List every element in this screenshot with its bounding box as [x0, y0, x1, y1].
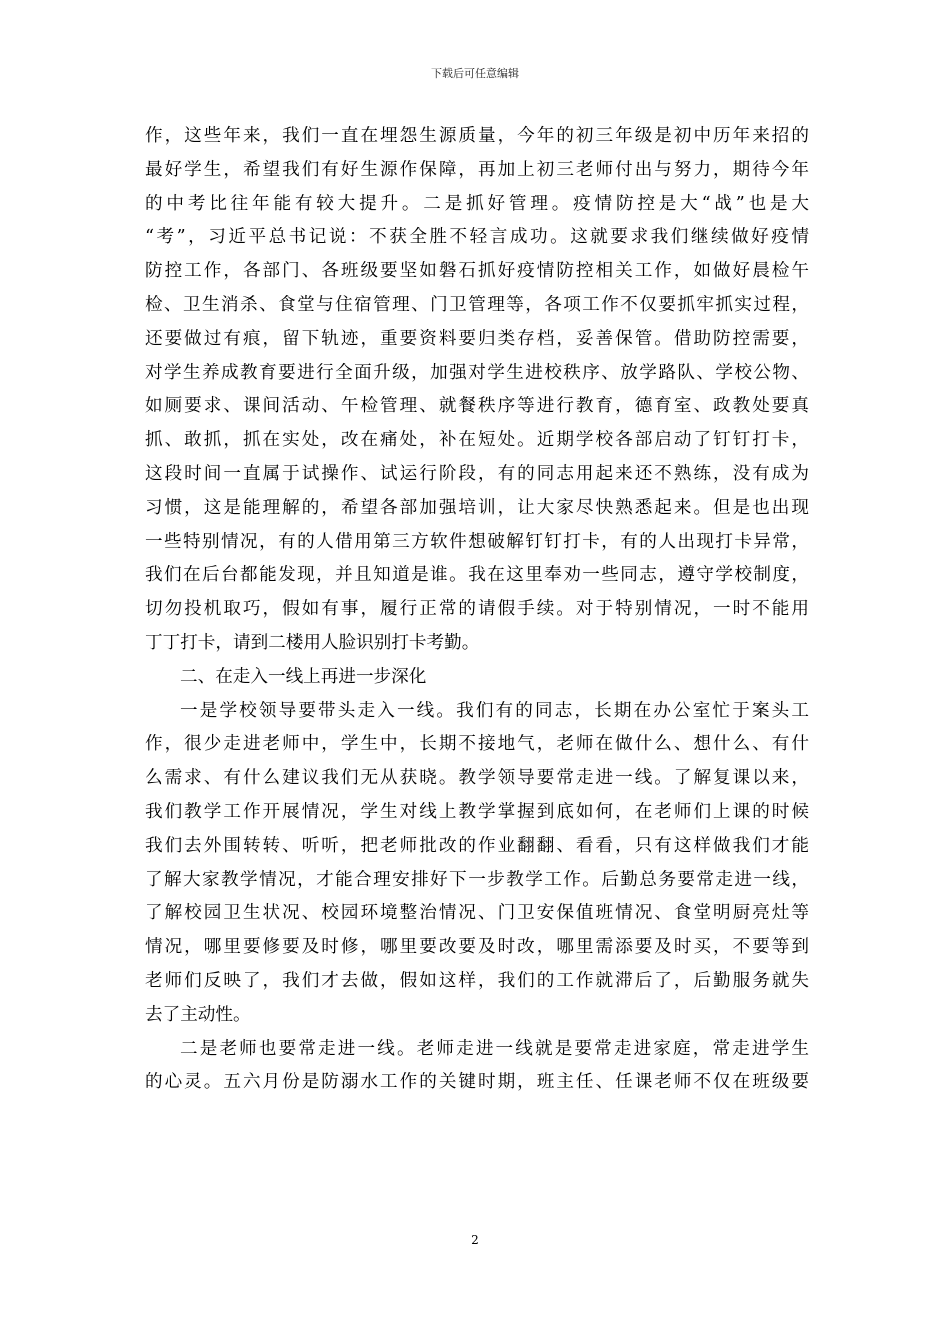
text-line: 这段时间一直属于试操作、试运行阶段，有的同志用起来还不熟练，没有成为 [145, 463, 809, 484]
body-text [145, 120, 809, 1100]
text-line: 了解大家教学情况，才能合理安排好下一步教学工作。后勤总务要常走进一线， [145, 869, 809, 890]
text-line: 作，很少走进老师中，学生中，长期不接地气，老师在做什么、想什么、有什 [145, 734, 809, 755]
text-line: 如厕要求、课间活动、午检管理、就餐秩序等进行教育，德育室、政教处要真 [145, 396, 809, 417]
page-header: 下载后可任意编辑 [431, 67, 519, 80]
text-line: 对学生养成教育要进行全面升级，加强对学生进校秩序、放学路队、学校公物、 [145, 362, 809, 383]
text-line: 我们去外围转转、听听，把老师批改的作业翻翻、看看，只有这样做我们才能 [145, 835, 809, 856]
text-line: 了解校园卫生状况、校园环境整治情况、门卫安保值班情况、食堂明厨亮灶等 [145, 903, 809, 924]
text-line: 抓、敢抓，抓在实处，改在痛处，补在短处。近期学校各部启动了钉钉打卡， [145, 430, 809, 451]
text-line: 检、卫生消杀、食堂与住宿管理、门卫管理等，各项工作不仅要抓牢抓实过程， [145, 294, 809, 315]
page-number: 2 [471, 1233, 479, 1247]
text-line: 一是学校领导要带头走入一线。我们有的同志，长期在办公室忙于案头工 [180, 700, 809, 721]
text-line: 防控工作，各部门、各班级要坚如磐石抓好疫情防控相关工作，如做好晨检午 [145, 261, 809, 282]
text-line: 切勿投机取巧，假如有事，履行正常的请假手续。对于特别情况，一时不能用 [145, 599, 809, 620]
text-line: 习惯，这是能理解的，希望各部加强培训，让大家尽快熟悉起来。但是也出现 [145, 497, 809, 518]
text-line: 最好学生，希望我们有好生源作保障，再加上初三老师付出与努力，期待今年 [145, 159, 809, 180]
section-heading: 二、在走入一线上再进一步深化 [180, 666, 427, 687]
text-line: 的中考比往年能有较大提升。二是抓好管理。疫情防控是大“战”也是大 [145, 193, 809, 214]
text-line: 去了主动性。 [145, 1004, 251, 1025]
text-line: 还要做过有痕，留下轨迹，重要资料要归类存档，妥善保管。借助防控需要， [145, 328, 809, 349]
text-line: 我们教学工作开展情况，学生对线上教学掌握到底如何，在老师们上课的时候 [145, 801, 809, 822]
text-line: 我们在后台都能发现，并且知道是谁。我在这里奉劝一些同志，遵守学校制度， [145, 565, 809, 586]
text-line: 丁丁打卡，请到二楼用人脸识别打卡考勤。 [145, 632, 480, 653]
text-line: 么需求、有什么建议我们无从获晓。教学领导要常走进一线。了解复课以来， [145, 768, 809, 789]
text-line: 的心灵。五六月份是防溺水工作的关键时期，班主任、任课老师不仅在班级要 [145, 1072, 809, 1093]
text-line: 二是老师也要常走进一线。老师走进一线就是要常走进家庭，常走进学生 [180, 1038, 809, 1059]
text-line: 情况，哪里要修要及时修，哪里要改要及时改，哪里需添要及时买，不要等到 [145, 937, 809, 958]
text-line: 一些特别情况，有的人借用第三方软件想破解钉钉打卡，有的人出现打卡异常， [145, 531, 809, 552]
text-line: 老师们反映了，我们才去做，假如这样，我们的工作就滞后了，后勤服务就失 [145, 970, 809, 991]
text-line: 作，这些年来，我们一直在埋怨生源质量，今年的初三年级是初中历年来招的 [145, 126, 809, 146]
text-line: “考”，习近平总书记说：不获全胜不轻言成功。这就要求我们继续做好疫情 [145, 227, 809, 248]
